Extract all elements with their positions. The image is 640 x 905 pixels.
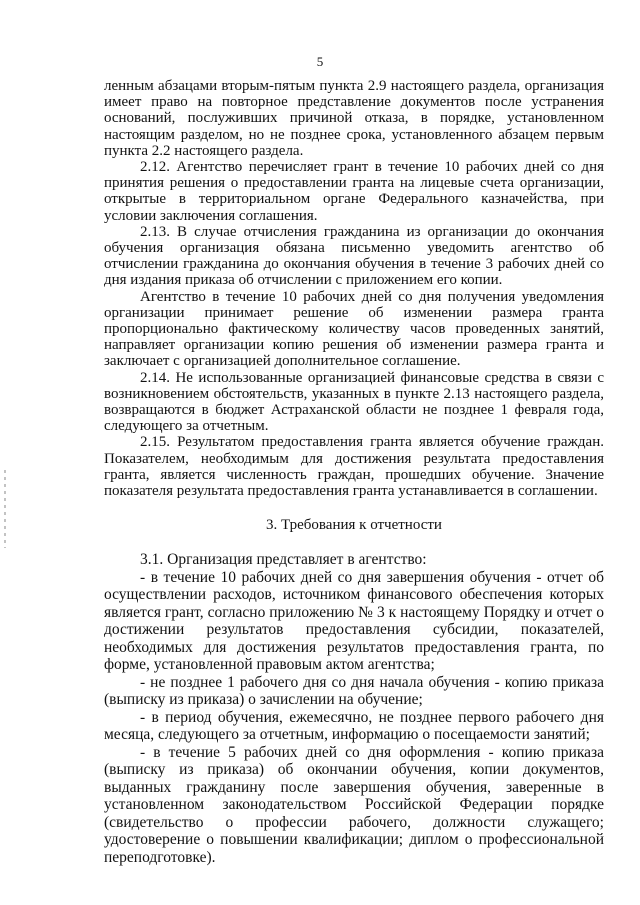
paragraph-2-14: 2.14. Не использованные организацией финансовые средства в связи с возникновением обстоятельств, указанных в пункте 2.13 настоящего раздела, возвращаются в бюджет Астраханской области не позднее 1 февраля года, следующего за отчетным. xyxy=(104,369,604,435)
paragraph-2-12: 2.12. Агентство перечисляет грант в течение 10 рабочих дней со дня принятия решения о предоставлении гранта на лицевые счета организации, открытые в территориальном органе Федерального казначейства, при условии заключения соглашения. xyxy=(104,159,604,224)
document-text xyxy=(104,78,604,866)
reporting-item-3: - в период обучения, ежемесячно, не позднее первого рабочего дня месяца, следующего за отчетным, информацию о посещаемости занятий; xyxy=(104,708,604,744)
scan-edge-mark xyxy=(4,470,6,548)
section-title-reporting: 3. Требования к отчетности xyxy=(266,517,442,534)
paragraph-2-13: 2.13. В случае отчисления гражданина из организации до окончания обучения организация обязана письменно уведомить агентство об отчислении гражданина до окончания обучения в течение 3 рабочих дней со дня издания приказа об отчислении с приложением его копии. xyxy=(104,223,604,289)
paragraph-agency-decision: Агентство в течение 10 рабочих дней со дня получения уведомления организации принимает решение об изменении размера гранта пропорционально фактическому количеству часов проведенных занятий, направляет организации копию решения об изменении размера гранта и заключает с организацией дополнительное соглашение. xyxy=(104,288,604,370)
reporting-item-4: - в течение 5 рабочих дней со дня оформления - копию приказа (выписку из приказа) об окончании обучения, копии документов, выданных гражданину после завершения обучения, заверенные в установленном законодательством Российской Федерации порядке (свидетельство о профессии рабочего, должности служащего; удостоверение о повышении квалификации; диплом о профессиональной переподготовке). xyxy=(104,743,604,866)
paragraph-2-15: 2.15. Результатом предоставления гранта является обучение граждан. Показателем, необходимым для достижения результата предоставления гранта, является численность граждан, прошедших обучение. Значение показателя результата предоставления гранта устанавливается в соглашении. xyxy=(104,434,604,500)
paragraph-continuation: ленным абзацами вторым-пятым пункта 2.9 настоящего раздела, организация имеет право на повторное представление документов после устранения оснований, послуживших причиной отказа, в порядке, установленном настоящим разделом, но не позднее срока, установленного абзацем первым пункта 2.2 настоящего раздела. xyxy=(104,78,604,159)
reporting-requirements xyxy=(104,551,604,866)
page-number: 5 xyxy=(316,54,324,69)
reporting-item-2: - не позднее 1 рабочего дня со дня начала обучения - копию приказа (выписку из приказа) о зачислении на обучение; xyxy=(104,673,604,709)
reporting-intro: 3.1. Организация представляет в агентство: xyxy=(140,551,427,569)
reporting-item-1: - в течение 10 рабочих дней со дня завершения обучения - отчет об осуществлении расходов, источником финансового обеспечения которых является грант, согласно приложению № 3 к настоящему Порядку и отчет о достижении результатов предоставления субсидии, показателей, необходимых для достижения результатов предоставления гранта, по форме, установленной правовым актом агентства; xyxy=(104,568,604,674)
